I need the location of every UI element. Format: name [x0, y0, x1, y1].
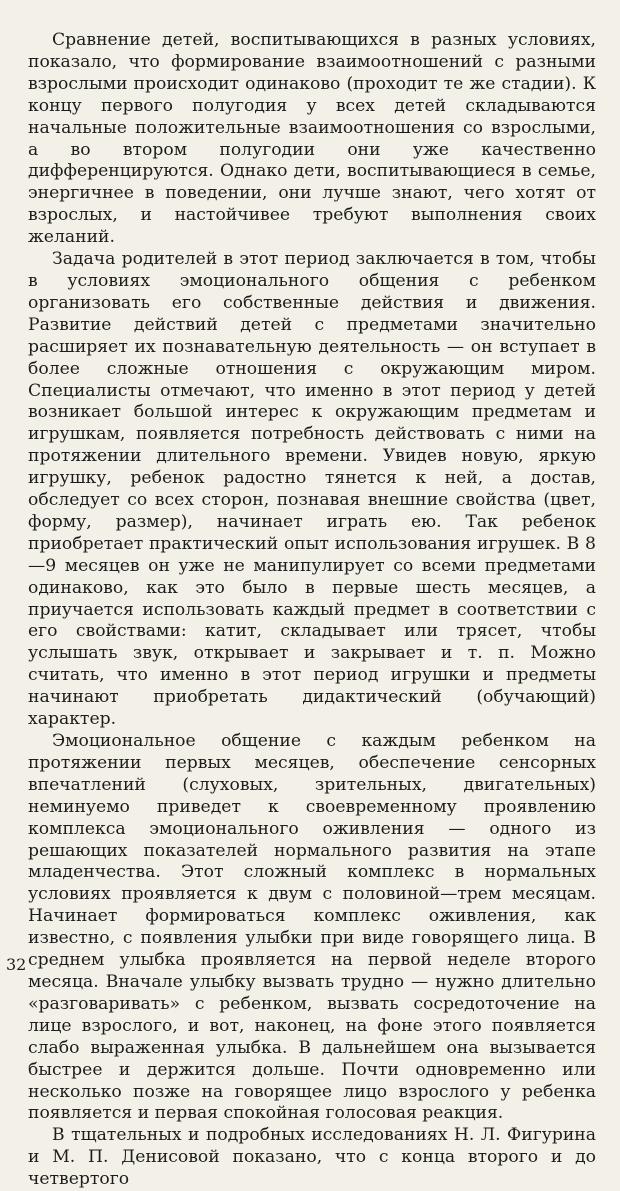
paragraph-parents-task: Задача родителей в этот период заключается в том, чтобы в условиях эмоционального общения с ребенком организовать его собственные действия и движения. Развитие действий детей с предметами значительно расширяет их познавательную деятельность — он вступает в более сложные отношения с окружающим миром. Специалисты отмечают, что именно в этот период у детей возникает большой интерес к окружающим предметам и игрушкам, появляется потребность действовать с ними на протяжении длительного времени. Увидев новую, яркую игрушку, ребенок радостно тянется к ней, а достав, обследует со всех сторон, познавая внешние свойства (цвет, форму, размер), начинает играть ею. Так ребенок приобретает практический опыт использования игрушек. В 8—9 месяцев он уже не манипулирует со всеми предметами одинаково, как это было в первые шесть месяцев, а приучается использовать каждый предмет в соответствии с его свойствами: катит, складывает или трясет, чтобы услышать звук, открывает и закрывает и т. п. Можно считать, что именно в этот период игрушки и предметы начинают приобретать дидактический (обучающий) характер. — [28, 249, 596, 730]
page-number: 32 — [6, 955, 27, 974]
paragraph-comparison: Сравнение детей, воспитывающихся в разных условиях, показало, что формирование взаимоотношений с разными взрослыми происходит одинаково (проходит те же стадии). К концу первого полугодия у всех детей складываются начальные положительные взаимоотношения со взрослыми, а во втором полугодии они уже качественно дифференцируются. Однако дети, воспитывающиеся в семье, энергичнее в поведении, они лучше знают, чего хотят от взрослых, и настойчивее требуют выполнения своих желаний. — [28, 30, 596, 248]
body-text — [28, 30, 596, 1191]
paragraph-research: В тщательных и подробных исследованиях Н. Л. Фигурина и М. П. Денисовой показано, что с конца второго и до четвертого — [28, 1125, 596, 1190]
paragraph-emotional-communication: Эмоциональное общение с каждым ребенком на протяжении первых месяцев, обеспечение сенсорных впечатлений (слуховых, зрительных, двигательных) неминуемо приведет к своевременному проявлению комплекса эмоционального оживления — одного из решающих показателей нормального развития на этапе младенчества. Этот сложный комплекс в нормальных условиях проявляется к двум с половиной—трем месяцам. Начинает формироваться комплекс оживления, как известно, с появления улыбки при виде говорящего лица. В среднем улыбка проявляется на первой неделе второго месяца. Вначале улыбку вызвать трудно — нужно длительно «разговаривать» с ребенком, вызвать сосредоточение на лице взрослого, и вот, наконец, на фоне этого появляется слабо выраженная улыбка. В дальнейшем она вызывается быстрее и держится дольше. Почти одновременно или несколько позже на говорящее лицо взрослого у ребенка появляется и первая спокойная голосовая реакция. — [28, 731, 596, 1124]
